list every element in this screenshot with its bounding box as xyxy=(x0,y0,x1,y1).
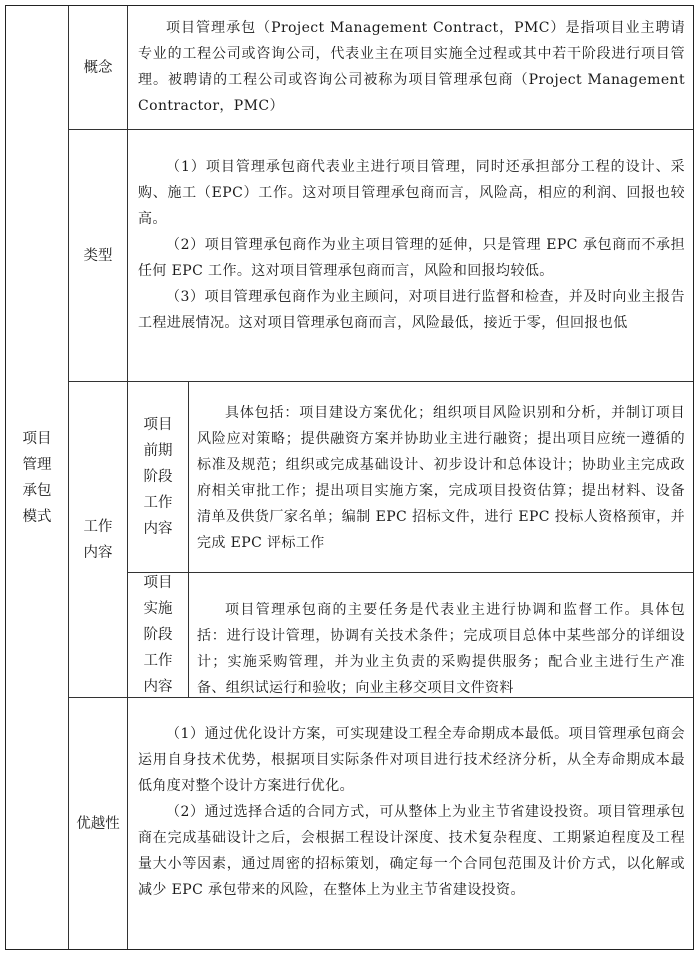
advantages-label: 优越性 xyxy=(76,815,120,832)
impl-label-line: 工作 xyxy=(143,653,173,669)
advantages-paragraph: （1）通过优化设计方案，可实现建设工程全寿命期成本最低。项目管理承包商会运用自身技术优势，根据项目实际条件对项目进行技术经济分析，从全寿命期成本最低角度对整个设计方案进行优化。 xyxy=(138,726,685,794)
types-paragraph: （1）项目管理承包商代表业主进行项目管理，同时还承担部分工程的设计、采购、施工（EPC）工作。这对项目管理承包商而言，风险高，相应的利润、回报也较高。 xyxy=(138,159,685,227)
concept-text-cell xyxy=(138,15,685,119)
mode-label-line: 项目 xyxy=(22,430,52,447)
impl-label-line: 实施 xyxy=(143,601,173,617)
impl-label-line: 项目 xyxy=(143,575,173,591)
types-paragraph: （3）项目管理承包商作为业主顾问，对项目进行监督和检查，并及时向业主报告工程进展情况。这对项目管理承包商而言，风险最低，接近于零，但回报也低 xyxy=(138,289,685,331)
advantages-paragraph: （2）通过选择合适的合同方式，可从整体上为业主节省建设投资。项目管理承包商在完成基础设计之后，会根据工程设计深度、技术复杂程度、工期紧迫程度及工程量大小等因素，通过周密的招标策划，确定每一个合同包范围及计价方式，以化解或减少 EPC 承包带来的风险，在整体上为业主节省建设投资。 xyxy=(138,804,685,898)
early-stage-text: 具体包括：项目建设方案优化；组织项目风险识别和分析，并制订项目风险应对策略；提供融资方案并协助业主进行融资；提出项目应统一遵循的标准及规范；组织或完成基础设计、初步设计和总体设计；协助业主完成政府相关审批工作；提出项目实施方案，完成项目投资估算；提出材料、设备清单及供货厂家名单；编制 EPC 招标文件，进行 EPC 投标人资格预审，并完成 EPC 评标工作 xyxy=(197,405,685,551)
early-label-line: 阶段 xyxy=(143,469,173,485)
types-text-cell xyxy=(138,154,685,336)
impl-stage-label xyxy=(128,573,188,697)
early-stage-text-cell xyxy=(197,400,685,556)
grid-line xyxy=(127,572,693,573)
impl-label-line: 阶段 xyxy=(143,627,173,643)
mode-label-line: 承包 xyxy=(22,482,52,499)
work-label-line: 内容 xyxy=(83,544,113,561)
pmc-table xyxy=(5,5,694,950)
types-paragraph: （2）项目管理承包商作为业主项目管理的延伸，只是管理 EPC 承包商而不承担任何 EPC 工作。这对项目管理承包商而言，风险和回报均较低。 xyxy=(138,237,685,279)
early-label-line: 工作 xyxy=(143,495,173,511)
mode-label-line: 管理 xyxy=(22,456,52,473)
mode-label xyxy=(6,6,68,949)
mode-label-line: 模式 xyxy=(22,508,52,525)
early-stage-label xyxy=(128,382,188,572)
early-label-line: 内容 xyxy=(143,521,173,537)
concept-text: 项目管理承包（Project Management Contract，PMC）是指项目业主聘请专业的工程公司或咨询公司，代表业主在项目实施全过程或其中若干阶段进行项目管理。被聘请的工程公司或咨询公司被称为项目管理承包商（Project Management Contractor，PMC） xyxy=(138,20,685,114)
work-label xyxy=(69,382,127,697)
concept-label: 概念 xyxy=(83,59,113,76)
impl-stage-text-cell xyxy=(197,597,685,701)
early-label-line: 项目 xyxy=(143,417,173,433)
advantages-text-cell xyxy=(138,721,685,903)
grid-line xyxy=(188,381,189,697)
types-label: 类型 xyxy=(83,247,113,264)
impl-stage-text: 项目管理承包商的主要任务是代表业主进行协调和监督工作。具体包括：进行设计管理，协调有关技术条件；完成项目总体中某些部分的详细设计；实施采购管理，并为业主负责的采购提供服务；配合业主进行生产准备、组织试运行和验收；向业主移交项目文件资料 xyxy=(197,602,685,696)
early-label-line: 前期 xyxy=(143,443,173,459)
work-label-line: 工作 xyxy=(83,518,113,535)
grid-line xyxy=(68,129,693,130)
impl-label-line: 内容 xyxy=(143,679,173,695)
